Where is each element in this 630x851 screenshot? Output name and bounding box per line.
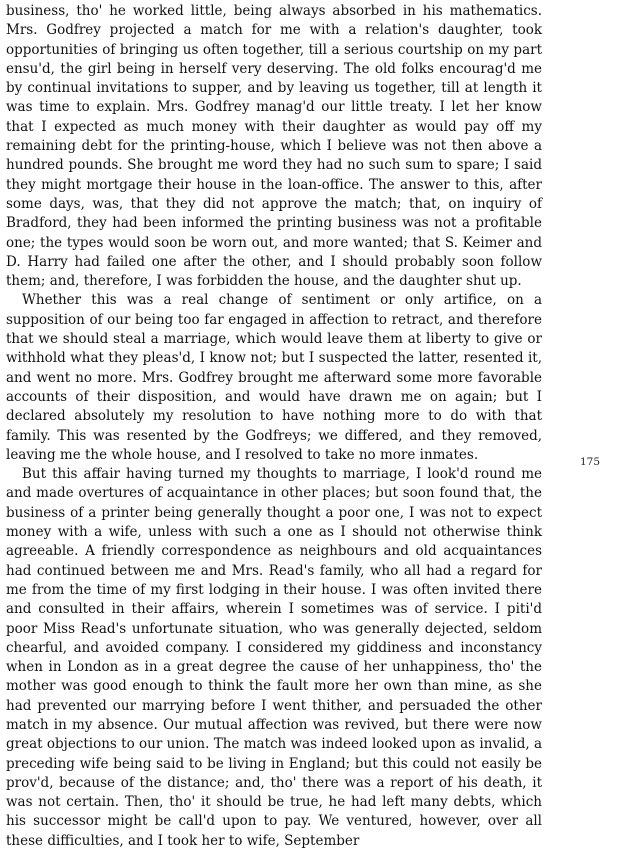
paragraph-2: Whether this was a real change of sentiment or only artifice, on a supposition of our being too far engaged in affection to retract, and therefore that we should steal a marriage, which would leave them at liberty to give or withhold what they pleas'd, I know not; but I suspected the latter, resented it, and went no more. Mrs. Godfrey brought me afterward some more favorable accounts of their disposition, and would have drawn me on again; but I declared absolutely my resolution to have nothing more to do with that family. This was resented by the Godfreys; we differed, and they removed, leaving me the whole house, and I resolved to take no more inmates. (6, 292, 542, 463)
margin-line-number: 175 (580, 456, 601, 468)
paragraph-1: business, tho' he worked little, being always absorbed in his mathematics. Mrs. Godfrey projected a match for me with a relation's daughter, took opportunities of bringing us often together, till a serious courtship on my part ensu'd, the girl being in herself very deserving. The old folks encourag'd me by continual invitations to supper, and by leaving us together, till at length it was time to explain. Mrs. Godfrey manag'd our little treaty. I let her know that I expected as much money with their daughter as would pay off my remaining debt for the printing-house, which I believe was not then above a hundred pounds. She brought me word they had no such sum to spare; I said they might mortgage their house in the loan-office. The answer to this, after some days, was, that they did not approve the match; that, on inquiry of Bradford, they had been informed the printing business was not a profitable one; the types would soon be worn out, and more wanted; that S. Keimer and D. Harry had failed one after the other, and I should probably soon follow them; and, therefore, I was forbidden the house, and the daughter shut up. (6, 3, 542, 290)
body-text (6, 2, 542, 851)
paragraph-3: But this affair having turned my thoughts to marriage, I look'd round me and made overtures of acquaintance in other places; but soon found that, the business of a printer being generally thought a poor one, I was not to expect money with a wife, unless with such a one as I should not otherwise think agreeable. A friendly correspondence as neighbours and old acquaintances had continued between me and Mrs. Read's family, who all had a regard for me from the time of my first lodging in their house. I was often invited there and consulted in their affairs, wherein I sometimes was of service. I piti'd poor Miss Read's unfortunate situation, who was generally dejected, seldom chearful, and avoided company. I considered my giddiness and inconstancy when in London as in a great degree the cause of her unhappiness, tho' the mother was good enough to think the fault more her own than mine, as she had prevented our marrying before I went thither, and persuaded the other match in my absence. Our mutual affection was revived, but there were now great objections to our union. The match was indeed looked upon as invalid, a preceding wife being said to be living in England; but this could not easily be prov'd, because of the distance; and, tho' there was a report of his death, it was not certain. Then, tho' it should be true, he had left many debts, which his successor might be call'd upon to pay. We ventured, however, over all these difficulties, and I took her to wife, September (6, 466, 542, 849)
